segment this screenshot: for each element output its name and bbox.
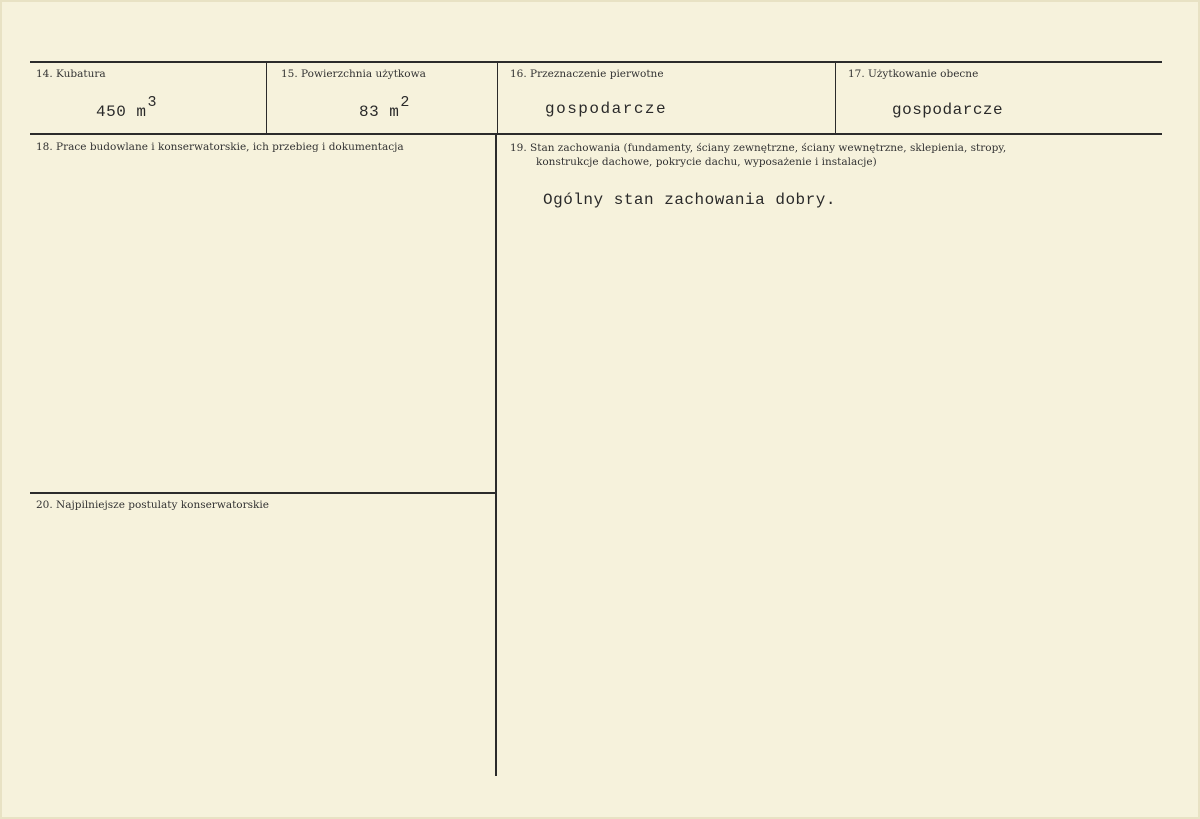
field-17-label: 17. Użytkowanie obecne [848, 68, 979, 80]
field-15-value-text: 83 m [359, 103, 400, 121]
field-18-label: 18. Prace budowlane i konserwatorskie, ich przebieg i dokumentacja [36, 141, 404, 153]
field-15-unit-exponent: 2 [400, 94, 410, 111]
field-16-value: gospodarcze [545, 100, 668, 118]
field-16-label: 16. Przeznaczenie pierwotne [510, 68, 664, 80]
field-19-label-line2: konstrukcje dachowe, pokrycie dachu, wyposażenie i instalacje) [536, 156, 877, 168]
field-17-value: gospodarcze [892, 101, 1004, 119]
field-14-unit-exponent: 3 [147, 94, 158, 111]
divider-14-15 [266, 62, 267, 134]
divider-16-17 [835, 62, 836, 134]
field-19-label-line1: 19. Stan zachowania (fundamenty, ściany zewnętrzne, ściany wewnętrzne, sklepienia, stropy, [510, 142, 1007, 154]
divider-main [495, 134, 497, 776]
field-14-value-text: 450 m [96, 103, 147, 121]
field-14-label: 14. Kubatura [36, 68, 106, 80]
divider-15-16 [497, 62, 498, 134]
section18-bottom-rule [30, 492, 496, 494]
top-rule [30, 61, 1162, 63]
field-20-label: 20. Najpilniejsze postulaty konserwatorskie [36, 499, 269, 511]
row1-bottom-rule [30, 133, 1162, 135]
field-19-value: Ogólny stan zachowania dobry. [543, 191, 836, 209]
field-15-label: 15. Powierzchnia użytkowa [281, 68, 426, 80]
field-14-value [96, 94, 158, 121]
field-15-value [359, 94, 410, 121]
